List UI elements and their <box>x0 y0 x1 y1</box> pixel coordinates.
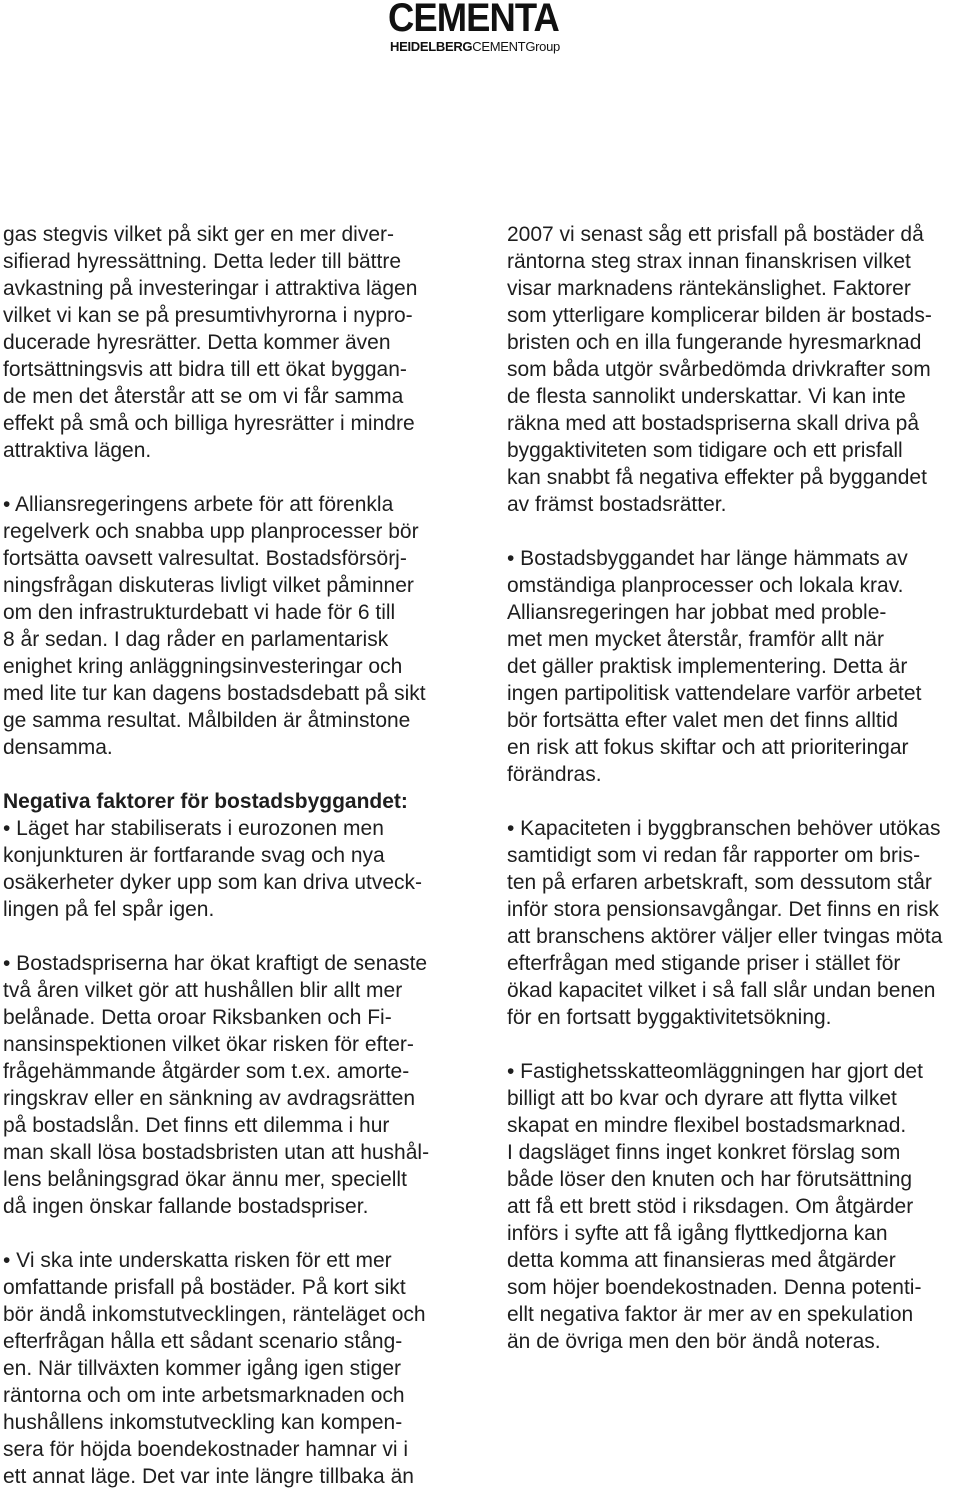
text-line: • Bostadspriserna har ökat kraftigt de senaste <box>3 952 428 975</box>
text-line: ingen partipolitisk vattendelare varför arbetet <box>507 682 922 705</box>
text-line: densamma. <box>3 736 113 759</box>
text-line: fortsättningsvis att bidra till ett ökat byggan- <box>3 358 407 381</box>
text-line: • Läget har stabiliserats i eurozonen men <box>3 817 384 840</box>
text-line: frågehämmande åtgärder som t.ex. amorte- <box>3 1060 410 1083</box>
text-line: av främst bostadsrätter. <box>507 493 727 516</box>
paragraph <box>507 221 958 518</box>
text-line: enighet kring anläggningsinvesteringar och <box>3 655 403 678</box>
text-line: än de övriga men den bör ändå noteras. <box>507 1330 881 1353</box>
text-line: fortsätta oavsett valresultat. Bostadsförsörj- <box>3 547 407 570</box>
text-line: byggaktiviteten som tidigare och ett prisfall <box>507 439 903 462</box>
left-column <box>3 221 455 1490</box>
text-line: regelverk och snabba upp planprocesser bör <box>3 520 419 543</box>
text-line: införs i syfte att få igång flyttkedjorna kan <box>507 1222 888 1245</box>
logo-wordmark: CEMENTA <box>388 0 559 40</box>
text-line: 2007 vi senast såg ett prisfall på bostäder då <box>507 223 924 246</box>
text-line: sera för höjda boendekostnader hamnar vi i <box>3 1438 409 1461</box>
text-line: man skall lösa bostadsbristen utan att hushål- <box>3 1141 430 1164</box>
bullet-paragraph <box>3 491 455 761</box>
text-line: kan snabbt få negativa effekter på byggandet <box>507 466 927 489</box>
text-line: skapat en mindre flexibel bostadsmarknad. <box>507 1114 907 1137</box>
text-line: • Fastighetsskatteomläggningen har gjort det <box>507 1060 923 1083</box>
text-line: met men mycket återstår, framför allt när <box>507 628 884 651</box>
text-line: som höjer boendekostnaden. Denna potenti- <box>507 1276 922 1299</box>
text-line: • Alliansregeringens arbete för att förenkla <box>3 493 394 516</box>
text-line: ringskrav eller en sänkning av avdragsrätten <box>3 1087 416 1110</box>
text-line: efterfrågan hålla ett sådant scenario stång- <box>3 1330 403 1353</box>
text-line: ellt negativa faktor är mer av en spekulation <box>507 1303 914 1326</box>
right-column <box>507 221 958 1355</box>
text-line: omständiga planprocesser och lokala krav. <box>507 574 904 597</box>
text-line: efterfrågan med stigande priser i stället för <box>507 952 901 975</box>
text-line: bristen och en illa fungerande hyresmarknad <box>507 331 922 354</box>
section-heading: Negativa faktorer för bostadsbyggandet: <box>3 790 408 813</box>
text-line: detta komma att finansieras med åtgärder <box>507 1249 896 1272</box>
text-line: vilket vi kan se på presumtivhyrorna i nypro- <box>3 304 413 327</box>
text-line: ökad kapacitet vilket i så fall slår undan benen <box>507 979 936 1002</box>
text-line: avkastning på investeringar i attraktiva lägen <box>3 277 418 300</box>
bullet-paragraph <box>3 950 455 1220</box>
logo-group-name <box>390 39 560 54</box>
text-line: sifierad hyressättning. Detta leder till bättre <box>3 250 402 273</box>
text-line: att branschens aktörer väljer eller tvingas möta <box>507 925 943 948</box>
text-line: räkna med att bostadspriserna skall driva på <box>507 412 920 435</box>
bullet-paragraph <box>3 788 455 923</box>
paragraph <box>3 221 455 464</box>
text-line: med lite tur kan dagens bostadsdebatt på sikt <box>3 682 426 705</box>
text-line: effekt på små och billiga hyresrätter i mindre <box>3 412 415 435</box>
text-line: visar marknadens räntekänslighet. Faktorer <box>507 277 911 300</box>
text-line: de men det återstår att se om vi får samma <box>3 385 404 408</box>
text-line: osäkerheter dyker upp som kan driva utveck- <box>3 871 423 894</box>
text-line: ningsfrågan diskuteras livligt vilket påminner <box>3 574 414 597</box>
text-line: två åren vilket gör att hushållen blir allt mer <box>3 979 403 1002</box>
text-line: ge samma resultat. Målbilden är åtminstone <box>3 709 411 732</box>
text-line: ten på erfaren arbetskraft, som dessutom står <box>507 871 932 894</box>
logo-group-regular: CEMENT <box>472 39 526 54</box>
text-line: bör ändå inkomstutvecklingen, ränteläget och <box>3 1303 426 1326</box>
text-line: det gäller praktisk implementering. Detta är <box>507 655 908 678</box>
text-line: förändras. <box>507 763 602 786</box>
text-line: en. När tillväxten kommer igång igen stiger <box>3 1357 402 1380</box>
bullet-paragraph <box>3 1247 455 1490</box>
text-line: belånade. Detta oroar Riksbanken och Fi- <box>3 1006 392 1029</box>
bullet-paragraph <box>507 815 958 1031</box>
logo-group-suffix: Group <box>525 39 560 54</box>
text-line: samtidigt som vi redan får rapporter om bris- <box>507 844 921 867</box>
text-line: de flesta sannolikt underskattar. Vi kan inte <box>507 385 906 408</box>
text-line: som båda utgör svårbedömda drivkrafter som <box>507 358 931 381</box>
logo-group-bold: HEIDELBERG <box>390 39 473 54</box>
text-line: I dagsläget finns inget konkret förslag som <box>507 1141 901 1164</box>
text-line: då ingen önskar fallande bostadspriser. <box>3 1195 369 1218</box>
bullet-paragraph <box>507 545 958 788</box>
text-line: räntorna och om inte arbetsmarknaden och <box>3 1384 405 1407</box>
text-line: både löser den knuten och har förutsättning <box>507 1168 913 1191</box>
text-line: om den infrastrukturdebatt vi hade för 6 till <box>3 601 396 624</box>
text-line: ett annat läge. Det var inte längre tillbaka än <box>3 1465 414 1488</box>
text-line: 8 år sedan. I dag råder en parlamentarisk <box>3 628 389 651</box>
text-line: billigt att bo kvar och dyrare att flytta vilket <box>507 1087 897 1110</box>
text-line: inför stora pensionsavgångar. Det finns en risk <box>507 898 939 921</box>
text-line: bör fortsätta efter valet men det finns alltid <box>507 709 899 732</box>
text-line: räntorna steg strax innan finanskrisen vilket <box>507 250 911 273</box>
text-line: Alliansregeringen har jobbat med proble- <box>507 601 887 624</box>
text-line: • Kapaciteten i byggbranschen behöver utökas <box>507 817 941 840</box>
text-line: • Vi ska inte underskatta risken för ett mer <box>3 1249 392 1272</box>
text-line: gas stegvis vilket på sikt ger en mer diver- <box>3 223 394 246</box>
text-line: omfattande prisfall på bostäder. På kort sikt <box>3 1276 406 1299</box>
bullet-paragraph <box>507 1058 958 1355</box>
text-line: attraktiva lägen. <box>3 439 152 462</box>
text-line: en risk att fokus skiftar och att prioriteringar <box>507 736 909 759</box>
text-line: lingen på fel spår igen. <box>3 898 215 921</box>
text-line: hushållens inkomstutveckling kan kompen- <box>3 1411 403 1434</box>
text-line: på bostadslån. Det finns ett dilemma i hur <box>3 1114 390 1137</box>
text-line: • Bostadsbyggandet har länge hämmats av <box>507 547 908 570</box>
text-line: nansinspektionen vilket ökar risken för efter- <box>3 1033 414 1056</box>
company-logo <box>388 1 564 57</box>
text-line: ducerade hyresrätter. Detta kommer även <box>3 331 391 354</box>
text-line: som ytterligare komplicerar bilden är bostads- <box>507 304 932 327</box>
text-line: att få ett brett stöd i riksdagen. Om åtgärder <box>507 1195 914 1218</box>
text-line: för en fortsatt byggaktivitetsökning. <box>507 1006 832 1029</box>
text-line: lens belåningsgrad ökar ännu mer, speciellt <box>3 1168 407 1191</box>
text-line: konjunkturen är fortfarande svag och nya <box>3 844 385 867</box>
